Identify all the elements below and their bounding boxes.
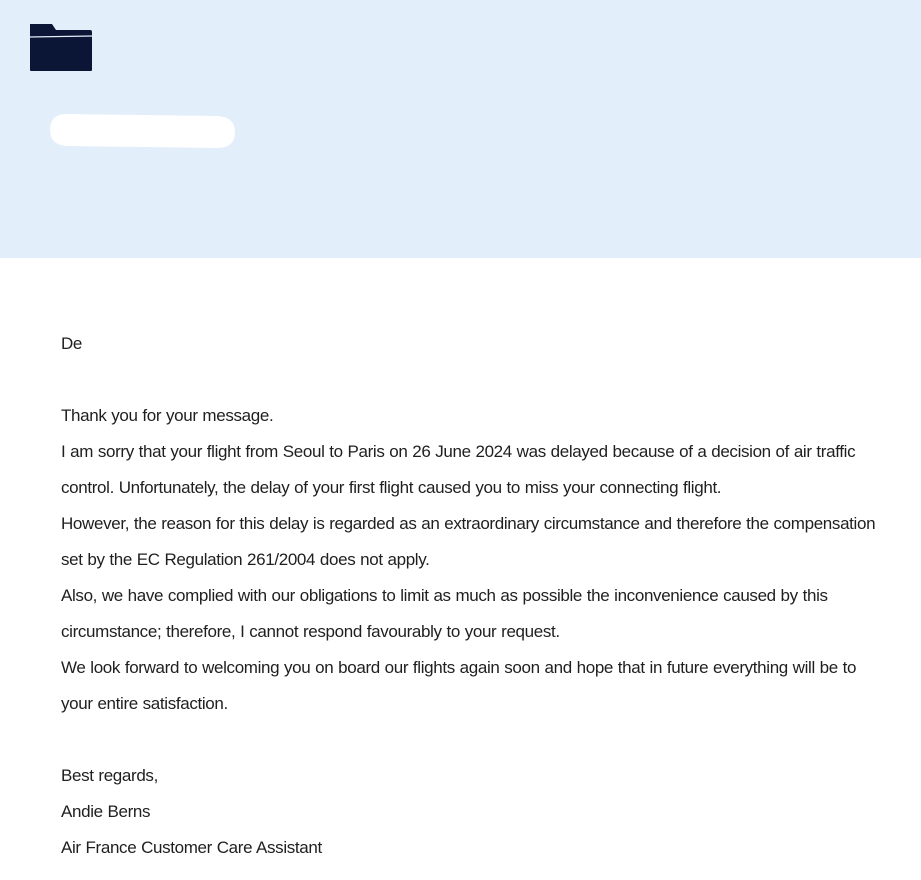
closing-line: Best regards,	[61, 766, 158, 785]
email-header	[0, 0, 921, 258]
body-paragraph-5: We look forward to welcoming you on board our flights again soon and hope that in future everything will be to your entire satisfaction.	[61, 658, 857, 713]
body-paragraph-2: I am sorry that your flight from Seoul to Paris on 26 June 2024 was delayed because of a decision of air traffic control. Unfortunately, the delay of your first flight caused you to miss your connecting flight.	[61, 442, 856, 497]
redacted-sender-name	[49, 113, 236, 149]
body-paragraph-3: However, the reason for this delay is regarded as an extraordinary circumstance and therefore the compensation set by the EC Regulation 261/2004 does not apply.	[61, 514, 876, 569]
greeting-line: De	[61, 334, 83, 353]
email-body	[61, 326, 881, 866]
signature-title: Air France Customer Care Assistant	[61, 838, 322, 857]
spacer	[61, 722, 881, 758]
body-paragraph-4: Also, we have complied with our obligations to limit as much as possible the inconvenience caused by this circumstance; therefore, I cannot respond favourably to your request.	[61, 586, 828, 641]
body-paragraph-1: Thank you for your message.	[61, 406, 274, 425]
signature-name: Andie Berns	[61, 802, 151, 821]
spacer	[61, 362, 881, 398]
folder-icon	[28, 22, 94, 72]
